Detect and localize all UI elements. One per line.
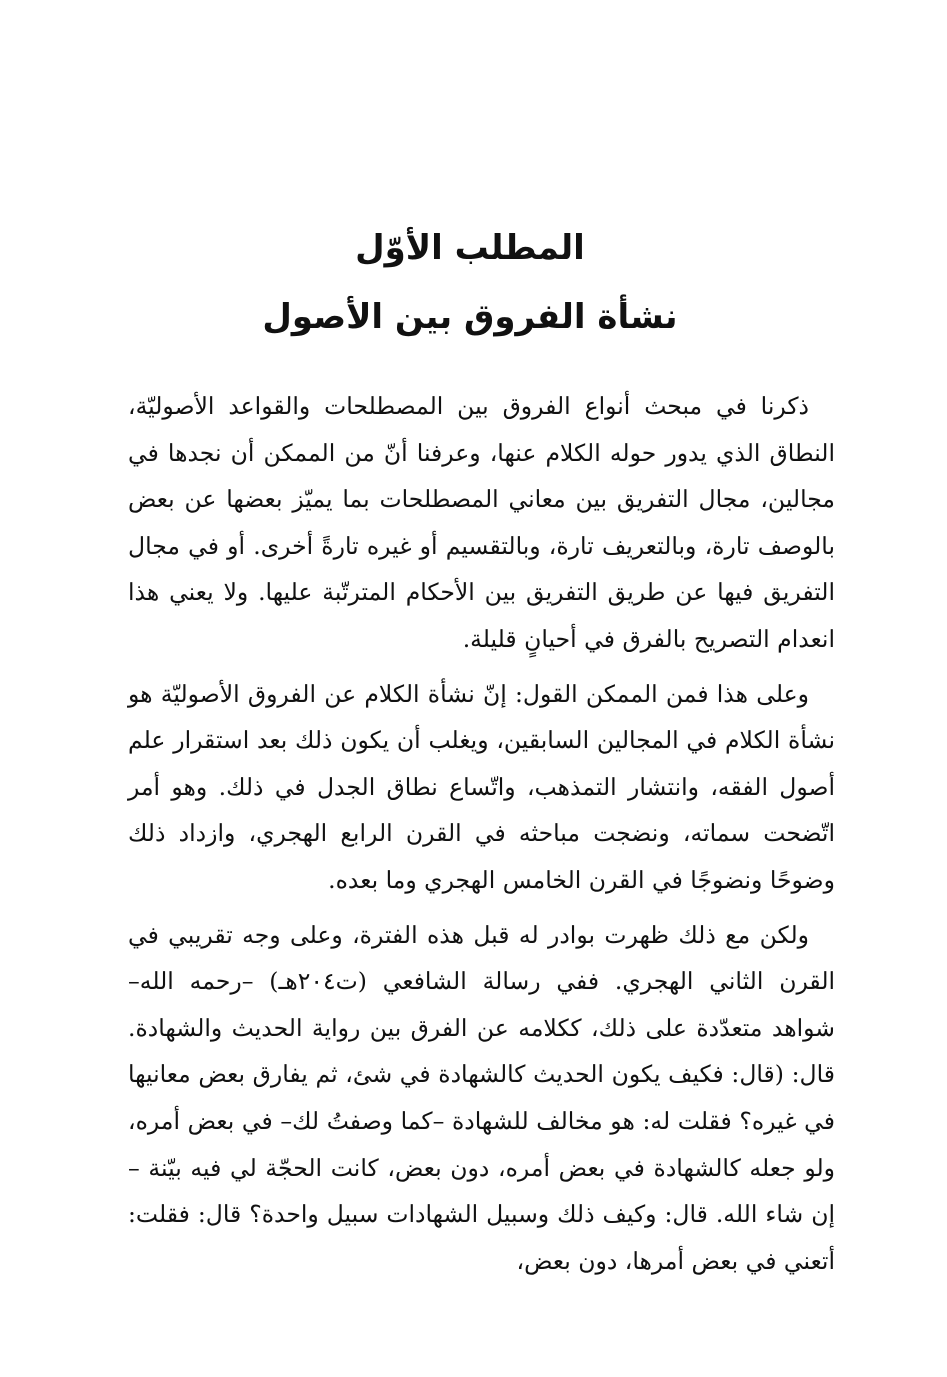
section-title: المطلب الأوّل [355,227,585,268]
section-subtitle: نشأة الفروق بين الأصول [262,297,678,338]
paragraph-2: وعلى هذا فمن الممكن القول: إنّ نشأة الكلام عن الفروق الأصوليّة هو نشأة الكلام في المجالين السابقين، ويغلب أن يكون ذلك بعد استقرار علم أصول الفقه، وانتشار التمذهب، واتّساع نطاق الجدل في ذلك. وهو أمر اتّضحت سماته، ونضجت مباحثه في القرن الرابع الهجري، وازداد ذلك وضوحًا ونضوجًا في القرن الخامس الهجري وما بعده. [128,679,835,894]
paragraph-3: ولكن مع ذلك ظهرت بوادر له قبل هذه الفترة، وعلى وجه تقريبي في القرن الثاني الهجري. ففي رسالة الشافعي (ت٢٠٤هـ) –رحمه الله– شواهد متعدّدة على ذلك، ككلامه عن الفرق بين رواية الحديث والشهادة. قال: (قال: فكيف يكون الحديث كالشهادة في شئ، ثم يفارق بعض معانيها في غيره؟ فقلت له: هو مخالف للشهادة –كما وصفتُ لك– في بعض أمره، ولو جعله كالشهادة في بعض أمره، دون بعض، كانت الحجّة لي فيه بيّنة –إن شاء الله. قال: وكيف ذلك وسبيل الشهادات سبيل واحدة؟ قال: فقلت: أتعني في بعض أمرها، دون بعض، [128,920,836,1275]
body-text [128,383,835,1292]
paragraph-1: ذكرنا في مبحث أنواع الفروق بين المصطلحات والقواعد الأصوليّة، النطاق الذي يدور حوله الكلام عنها، وعرفنا أنّ من الممكن أن نجدها في مجالين، مجال التفريق بين معاني المصطلحات بما يميّز بعضها عن بعض بالوصف تارة، وبالتعريف تارة، وبالتقسيم أو غيره تارةً أخرى. أو في مجال التفريق فيها عن طريق التفريق بين الأحكام المترتّبة عليها. ولا يعني هذا انعدام التصريح بالفرق في أحيانٍ قليلة. [128,392,835,653]
